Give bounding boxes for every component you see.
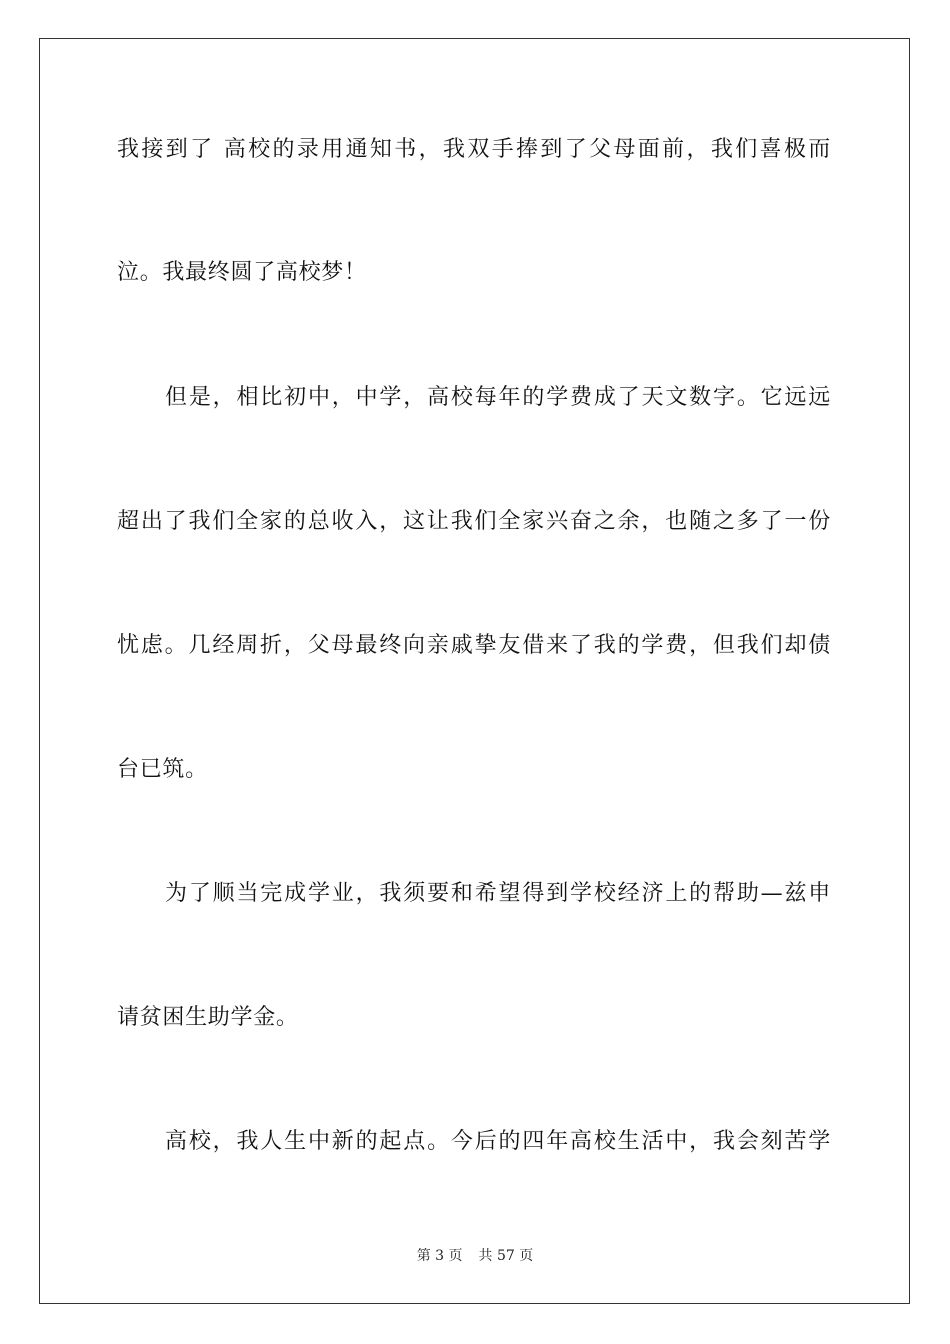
page-border	[39, 38, 910, 1304]
page-total: 共 57 页	[478, 1248, 534, 1264]
paragraph-line: 我接到了 高校的录用通知书，我双手捧到了父母面前，我们喜极而	[117, 137, 831, 162]
paragraph-line: 高校，我人生中新的起点。今后的四年高校生活中，我会刻苦学	[165, 1129, 831, 1154]
paragraph-line: 超出了我们全家的总收入，这让我们全家兴奋之余，也随之多了一份	[117, 509, 831, 534]
page-number: 第 3 页	[416, 1248, 463, 1264]
paragraph-line: 请贫困生助学金。	[117, 1005, 299, 1030]
page-footer	[0, 1246, 950, 1266]
paragraph-line: 台已筑。	[117, 757, 208, 782]
paragraph-line: 泣。我最终圆了高校梦！	[117, 260, 367, 285]
paragraph-line: 忧虑。几经周折，父母最终向亲戚挚友借来了我的学费，但我们却债	[117, 633, 831, 658]
paragraph-line: 但是，相比初中，中学，高校每年的学费成了天文数字。它远远	[165, 385, 831, 410]
paragraph-line: 为了顺当完成学业，我须要和希望得到学校经济上的帮助—兹申	[165, 881, 831, 906]
